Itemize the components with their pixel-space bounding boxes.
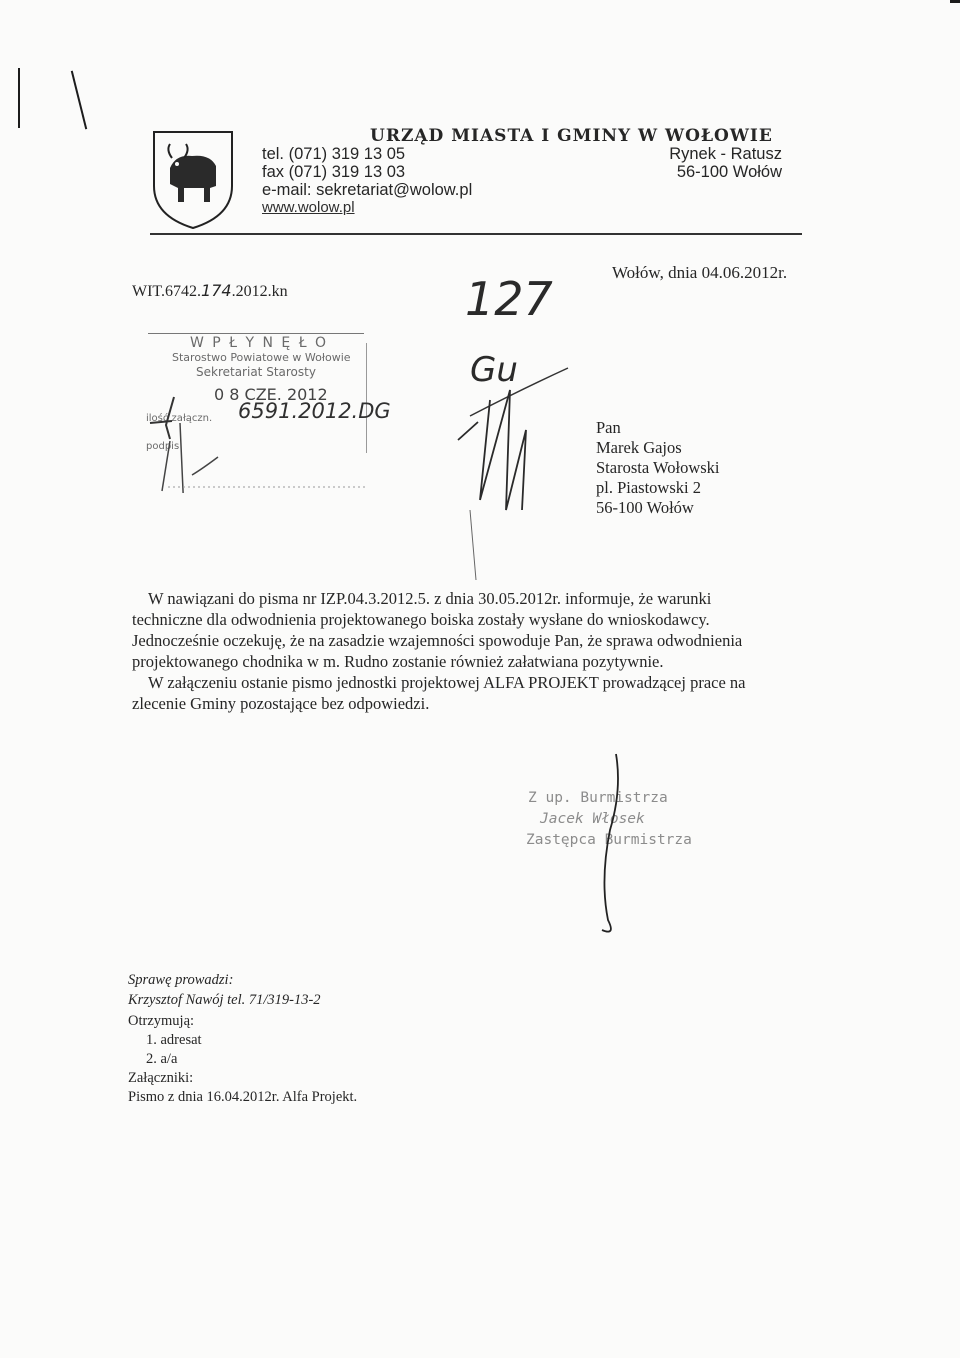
attachment-item-1: Pismo z dnia 16.04.2012r. Alfa Projekt.: [128, 1089, 358, 1105]
email[interactable]: e-mail: sekretariat@wolow.pl: [262, 181, 473, 199]
coat-of-arms-logo: [150, 128, 236, 230]
recipients-label: Otrzymują:: [128, 1013, 195, 1029]
recipient-position: Starosta Wołowski: [596, 458, 720, 477]
office-name: URZĄD MIASTA I GMINY W WOŁOWIE: [370, 126, 773, 146]
scan-mark-slash: [71, 71, 87, 130]
stamp-sign-label: podpis: [146, 441, 180, 452]
stamp-count-label: ilość załączn.: [146, 413, 213, 424]
stamp-date: 0 8 CZE. 2012: [214, 385, 328, 404]
signature-name: Jacek Włosek: [540, 811, 645, 827]
signature-scribble: [580, 750, 650, 940]
scan-mark-left: [18, 68, 20, 128]
body-line-3: Jednocześnie oczekuję, że na zasadzie wzajemności spowoduje Pan, że sprawa odwodnienia: [132, 631, 743, 650]
handled-by-label: Sprawę prowadzi:: [128, 972, 234, 988]
annotation-initials: Gu: [470, 350, 518, 390]
header-divider: [150, 233, 802, 235]
recipient-street: pl. Piastowski 2: [596, 478, 701, 497]
website-link[interactable]: www.wolow.pl: [262, 199, 355, 216]
body-line-5: W załączeniu ostanie pismo jednostki projektowej ALFA PROJEKT prowadzącej prace na: [148, 673, 746, 692]
reference-suffix: .2012.kn: [231, 283, 288, 300]
reference-prefix: WIT.6742.: [132, 283, 202, 300]
recipient-salutation: Pan: [596, 418, 621, 437]
signature-title: Zastępca Burmistrza: [526, 832, 692, 848]
recipient-item-2: 2. a/a: [146, 1051, 178, 1067]
scan-mark-corner: [950, 0, 960, 3]
attachments-label: Załączniki:: [128, 1070, 194, 1086]
stamp-title: W P Ł Y N Ę Ł O: [190, 335, 329, 351]
letter-date: Wołów, dnia 04.06.2012r.: [612, 263, 788, 282]
recipient-city: 56-100 Wołów: [596, 498, 694, 517]
address-line1: Rynek - Ratusz: [669, 145, 782, 163]
stamp-line1: Starostwo Powiatowe w Wołowie: [172, 351, 351, 364]
body-line-6: zlecenie Gminy pozostające bez odpowiedzi.: [132, 694, 430, 713]
annotation-number: 127: [465, 272, 553, 326]
stamp-line2: Sekretariat Starosty: [196, 365, 316, 379]
phone: tel. (071) 319 13 05: [262, 145, 406, 163]
body-line-2: techniczne dla odwodnienia projektowanego boiska zostały wysłane do wnioskodawcy.: [132, 610, 710, 629]
stamp-handwriting: [146, 383, 366, 493]
recipient-name: Marek Gajos: [596, 438, 682, 457]
handled-by: Krzysztof Nawój tel. 71/319-13-2: [128, 992, 321, 1008]
body-line-4: projektowanego chodnika w m. Rudno zostanie również załatwiana pozytywnie.: [132, 652, 664, 671]
body-line-1: W nawiązani do pisma nr IZP.04.3.2012.5. z dnia 30.05.2012r. informuje, że warunki: [148, 589, 712, 608]
reference-handwritten: 174: [201, 281, 232, 300]
fax: fax (071) 319 13 03: [262, 163, 406, 181]
reference-number: [132, 281, 288, 301]
recipient-item-1: 1. adresat: [146, 1032, 202, 1048]
incoming-stamp: [146, 333, 391, 493]
handwritten-signature-mark: [450, 360, 610, 590]
signature-line1: Z up. Burmistrza: [528, 790, 668, 806]
stamp-handwritten-number: 6591.2012.DG: [238, 399, 391, 423]
address-line2: 56-100 Wołów: [676, 163, 782, 181]
